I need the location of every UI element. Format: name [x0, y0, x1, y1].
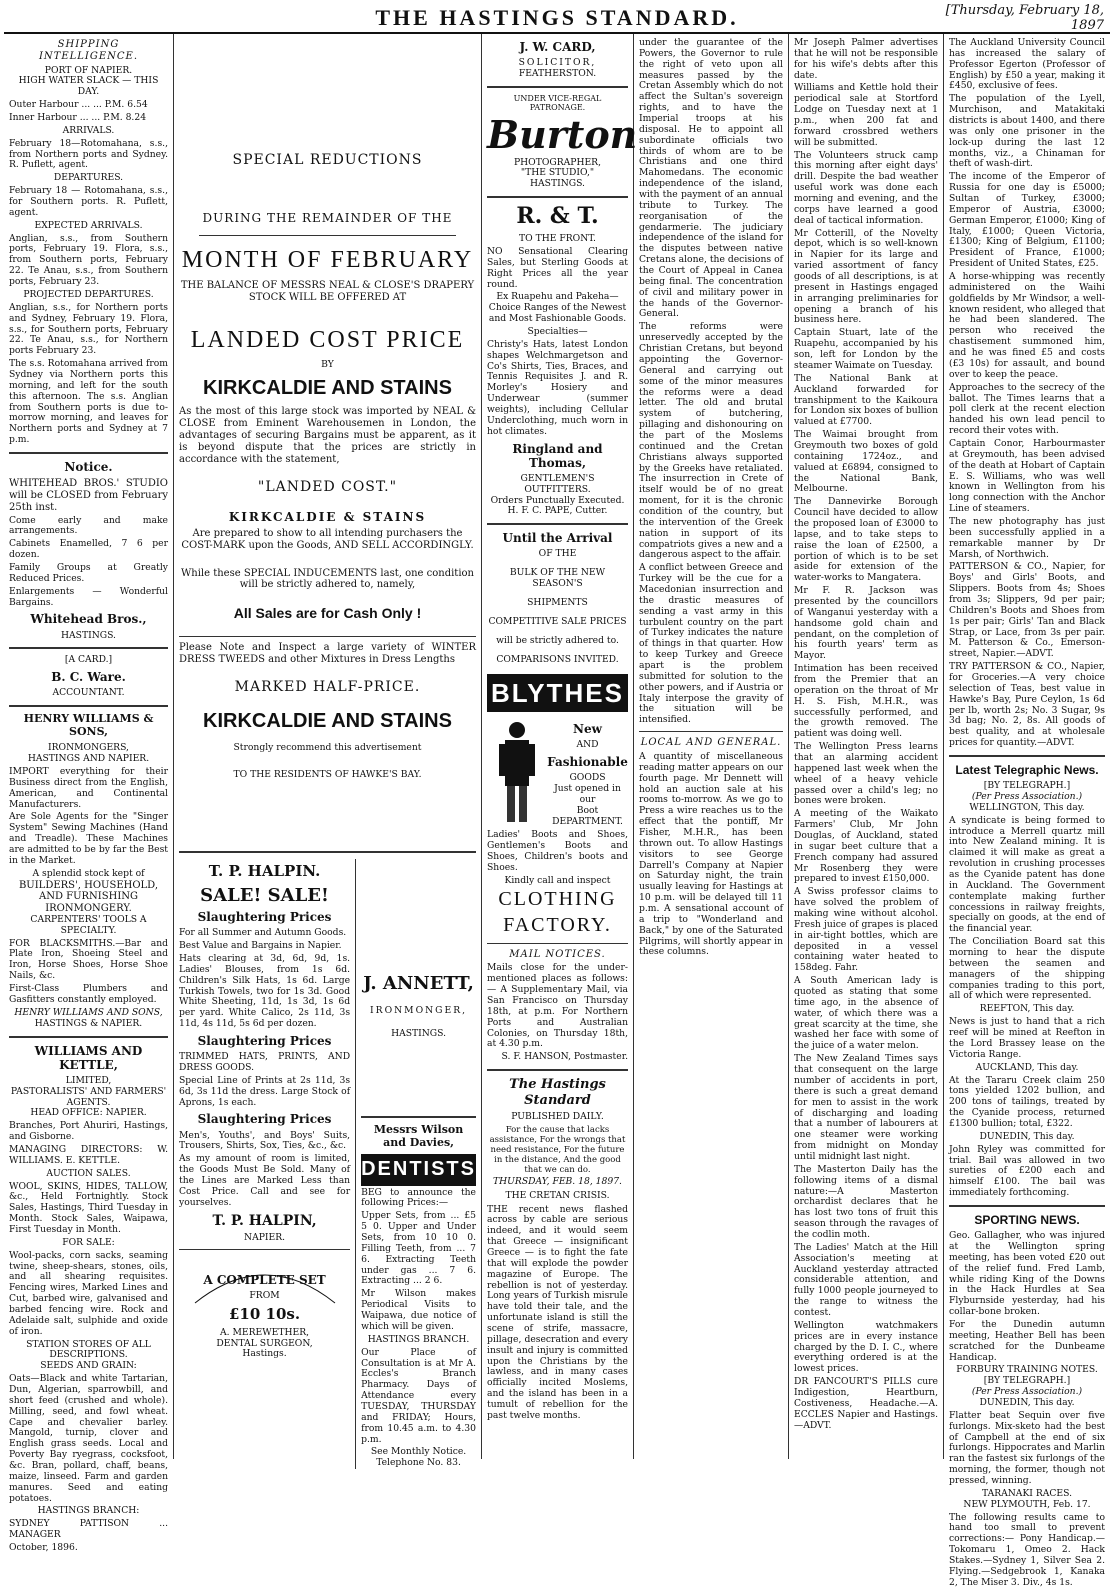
subheading: DEPARTURES. — [53, 172, 124, 184]
ad-sub: ACCOUNTANT. — [52, 687, 125, 699]
subheading: FORBURY TRAINING NOTES. — [956, 1364, 1098, 1376]
burton-logo: Burton — [487, 111, 638, 157]
paragraph: Upper Sets, from ... £5 5 0. Upper and Under Sets, from 10 10 0. Filling Teeth, from ... 7 6. Extracting Teeth under gas ... 7 6. Extracting ... 2 6. — [361, 1210, 476, 1287]
dateline: DUNEDIN, This day. — [979, 1130, 1075, 1142]
paragraph: DR FANCOURT'S PILLS cure Indigestion, Heartburn, Costiveness, Headache.—A. ECCLES Napier and Hastings.—ADVT. — [794, 1376, 938, 1431]
ad-signature: HENRY WILLIAMS AND SONS, — [14, 1006, 163, 1018]
ad-sub: TO THE RESIDENTS OF HAWKE'S BAY. — [233, 769, 422, 781]
paragraph: First-Class Plumbers and Gasfitters constantly employed. — [9, 983, 168, 1005]
ad-heading: Messrs Wilson and Davies, — [373, 1123, 464, 1150]
column-3 — [482, 34, 638, 1459]
blythes-logo: BLYTHES — [487, 674, 628, 713]
ad-town: HASTINGS. — [391, 1028, 447, 1040]
subheading: SEEDS AND GRAIN: — [40, 1360, 137, 1372]
ad-sub: GENTLEMEN'S OUTFITTERS. — [520, 472, 595, 495]
ad-tag: [A CARD.] — [64, 654, 113, 666]
ad-sub: COMPARISONS INVITED. — [496, 653, 619, 665]
paragraph: Captain Stuart, late of the Ruapehu, accompanied by his son, left for London by the steamer Waimate on Tuesday. — [794, 327, 938, 371]
ad-sub: DURING THE REMAINDER OF THE — [202, 210, 453, 225]
paragraph: CARPENTERS' TOOLS A SPECIALTY. — [30, 913, 147, 936]
ad-heading: SALE! SALE! — [200, 884, 329, 906]
ad-sub: DENTAL SURGEON, — [216, 1337, 313, 1349]
ad-heading: Slaughtering Prices — [197, 1033, 332, 1048]
subheading: FOR SALE: — [62, 1236, 115, 1248]
ad-sub: LIMITED, — [65, 1074, 112, 1086]
paragraph: TRIMMED HATS, PRINTS, AND DRESS GOODS. — [179, 1051, 351, 1073]
paragraph: Intimation has been received from the Premier that an operation on the throat of Mr H. S. Fish, M.H.R., was successfully performed, and the growth removed. The patient was doing well. — [794, 663, 938, 740]
ad-heading: KIRKCALDIE AND STAINS — [203, 709, 452, 732]
paragraph: Orders Punctually Executed. — [490, 494, 625, 506]
paragraph: Oats—Black and white Tartarian, Dun, Algerian, sparrowbill, and short feed (crushed and whole). Milling, seed, and fowl wheat. Cape and chevalier barley. Mangold, turnip, clover and English grass seeds. Local and Poverty Bay ryegrass, cocksfoot, &c. Bran, pollard, chaff, beans, maize, linseed. Farm and garden manures. Seed and eating potatoes. — [9, 1373, 168, 1504]
paragraph: TRY PATTERSON & CO., Napier, for Groceries.—A very choice selection of Teas, best value in Hawke's Bay, Pure Ceylon, 1s 6d per lb, worth 2s; No. 3 Sugar, 9s 3d bag; No. 2, 8s. All goods of best quality, and at wholesale prices for quantity.—ADVT. — [949, 661, 1105, 749]
paragraph: October, 1896. — [9, 1542, 78, 1554]
ad-sub: AND — [576, 739, 599, 751]
paragraph: A conflict between Greece and Turkey will be the cue for a Macedonian insurrection and the drastic measures of sending a vast army in this turbulent country on the part of Turkey indicates the nature of things in that quarter. How to keep Turkey and Greece apart is the problem submitted for solution to the other powers, and if Austria or Italy interpose the gravity of the situation will be intensified. — [639, 562, 783, 726]
paragraph: Anglian, s.s., for Northern ports and Sydney, February 19. Flora, s.s., for Southern ports, February 22. Te Anau, s.s., for Northern ports February 23. — [9, 301, 168, 357]
paragraph: A meeting of the Waikato Farmers' Club, Mr John Douglas, of Auckland, stated in sugar beet culture that a French company had assured Mr Rosenberg they were prepared to invest £150,000. — [794, 808, 938, 885]
ad-sub: PUBLISHED DAILY. — [511, 1110, 604, 1122]
paragraph: The Wellington Press learns that an alarming accident happened last week when the wheel of a heavy vehicle passed over a child's leg; no bones were broken. — [794, 741, 938, 807]
paragraph: Branches, Port Ahuriri, Hastings, and Gisborne. — [9, 1120, 168, 1143]
ad-heading: £10 10s. — [229, 1304, 301, 1323]
paragraph: The National Bank at Auckland forwarded for transhipment to the Kaikoura for London six boxes of bullion valued at £7700. — [794, 372, 938, 428]
paragraph: Flatter beat Sequin over five furlongs. Mix-sketo had the best of Campbell at the end of six furlongs. Hippocrates and Marlin ran the fastest six furlongs of the morning, the former, though not pressed, winning. — [949, 1409, 1105, 1487]
highwater-heading: HIGH WATER SLACK — THIS DAY. — [18, 75, 159, 98]
subheading: TARANAKI RACES. — [981, 1487, 1073, 1499]
column-4 — [634, 34, 789, 1459]
paragraph: A splendid stock kept of — [32, 867, 145, 879]
section-heading: MAIL NOTICES. — [509, 948, 606, 960]
paragraph: Mails close for the under-mentioned places as follows:— A Supplementary Mail, via San Francisco on Thursday 18th, at p.m. For Northern Ports and Australian Colonies, on Thursday 18th, at 4.30 p.m. — [487, 962, 628, 1050]
paragraph: For all Summer and Autumn Goods. — [179, 927, 347, 939]
paragraph: Mr Cotterill, of the Novelty depot, which is so well-known in Napier for its large and varied assortment of fancy goods of all descriptions, is at present in Hastings engaged in arranging preliminaries for opening a branch of his business here. — [794, 227, 938, 326]
paragraph: Mr Joseph Palmer advertises that he will not be responsible for his wife's debts after this date. — [794, 37, 938, 81]
paragraph: A syndicate is being formed to introduce a Merrell quartz mill into New Zealand mining. It is claimed it will make as great a revolution in crushing processes as the Cyanide patent has done in Auckland. The Government contemplate making further concessions in railway freights, specially on goods, at the end of the financial year. — [949, 814, 1105, 935]
paragraph: News is just to hand that a rich reef will be mined at Reefton in the Lord Brassey lease on the Victoria Range. — [949, 1016, 1105, 1060]
ad-sub: COMPETITIVE SALE PRICES — [488, 615, 627, 627]
annett-ad — [356, 859, 476, 1469]
ad-heading: J. W. CARD, — [519, 40, 596, 54]
paragraph: As my amount of room is limited, the Goods Must Be Sold. Many of the Lines are Marked Less than Cost Price. Call and see for yourselves. — [179, 1153, 351, 1208]
ad-heading: A COMPLETE SET — [203, 1272, 326, 1287]
paragraph: At the Tararu Creek claim 250 tons yielded 1202 bullion, and 200 tons of tailings, treated by the Cyanide process, returned £1300 bullion; total, £322. — [949, 1074, 1105, 1129]
subheading: ARRIVALS. — [62, 124, 115, 136]
ad-sub: HASTINGS AND NAPIER. — [27, 753, 150, 765]
masthead-date: [Thursday, February 18, 1897 — [945, 3, 1104, 33]
section-heading: SHIPPING INTELLIGENCE. — [38, 39, 139, 62]
paragraph: Men's, Youths', and Boys' Suits, Trousers, Shirts, Sox, Ties, &c., &c. — [179, 1129, 351, 1152]
ad-heading: FACTORY. — [503, 914, 612, 937]
paragraph: The s.s. Rotomahana arrived from Sydney via Northern ports this morning, and left for the south this afternoon. The s.s. Anglian from Southern ports is due to-morrow morning, and leaves for Northern ports and Sydney at 7 p.m. — [9, 358, 168, 446]
subheading: PROJECTED DEPARTURES. — [23, 288, 154, 300]
paragraph: Wool-packs, corn sacks, seaming twine, sheep-shears, stones, oils, and all shearing requisites. Fencing wires, Marked Lines and Cut, barbed wire, galvanised and barbed fencing wire. Rock and Adelaide salt, sulphide and oxide of iron. — [9, 1249, 168, 1337]
paragraph: Are prepared to show to all intending purchasers the COST-MARK upon the Goods, AND SELL ACCORDINGLY. — [181, 528, 474, 551]
ad-heading: New — [573, 722, 602, 737]
paragraph: The Ladies' Match at the Hill Association's meeting at Auckland yesterday attracted considerable attention, and fully 1000 people journeyed to the range to witness the contest. — [794, 1241, 938, 1318]
ad-heading: HENRY WILLIAMS & SONS, — [23, 712, 154, 739]
paragraph: THE BALANCE OF MESSRS NEAL & CLOSE'S DRAPERY STOCK WILL BE OFFERED AT — [180, 279, 475, 303]
ad-sub: MARKED HALF-PRICE. — [234, 679, 421, 696]
tide-line: Inner Harbour ... ... P.M. 8.24 — [9, 112, 147, 124]
paragraph: PATTERSON & CO., Napier, for Boys' and Girls' Boots, and Slippers. Boots from 4s; Shoes from 3s; Slippers, 9d per pair; Children's Boots and Shoes from 1s per pair; Girls' Tan and Black Strap, or Lace, from 3s per pair. M. Patterson & Co., Emerson-street, Napier.—ADVT. — [949, 561, 1105, 660]
subheading: HASTINGS BRANCH: — [37, 1505, 140, 1517]
paragraph: Come early and make arrangements. — [9, 514, 168, 537]
ad-sub: GOODS — [569, 772, 606, 784]
dentists-banner: DENTISTS — [361, 1154, 476, 1186]
subheading: HASTINGS BRANCH. — [367, 1333, 470, 1345]
paragraph: A Swiss professor claims to have solved the problem of making wine without alcohol. Fresh juice of grapes is placed in air-tight bottles, which are deposited in a vessel containing water heated to 158deg. Fahr. — [794, 886, 938, 974]
paragraph: Enlargements — Wonderful Bargains. — [9, 585, 168, 608]
ad-heading: Slaughtering Prices — [197, 910, 332, 925]
paragraph: A horse-whipping was recently administered on the Waihi goldfields by Mr Windsor, a well-known resident, who alleged that he had been slandered. The person who received the chastisement summoned him, and he was fined £5 and costs (£3 10s) for assault, and bound over to keep the peace. — [949, 271, 1105, 380]
paragraph: BUILDERS', HOUSEHOLD, AND FURNISHING IRONMONGERY. — [18, 879, 159, 915]
ad-tag: UNDER VICE-REGAL PATRONAGE. — [513, 93, 602, 113]
column-2 — [174, 34, 482, 1469]
paragraph: Wellington watchmakers prices are in every instance charged by the D. I. C., where everything ordered is at the lowest prices. — [794, 1319, 938, 1375]
paragraph: Christy's Hats, latest London shapes Welchmargetson and Co's Shirts, Ties, Braces, and Tennis Requisites J. and R. Morley's Hosiery and Underwear (summer weights), including Cellular Underclothing, much worn in hot climates. — [487, 338, 628, 437]
ad-sub: Boot DEPARTMENT. — [552, 804, 623, 827]
paragraph: As the most of this large stock was imported by NEAL & CLOSE from Eminent Warehousemen in London, the advantages of securing Bargains must be apparent, as it is beyond dispute that the prices are strictly in accordance with the statement, — [179, 406, 476, 465]
paragraph: Special Line of Prints at 2s 11d, 3s 6d, 3s 11d the dress. Large Stock of Aprons, 1s each. — [179, 1074, 351, 1108]
ad-sub: Strongly recommend this advertisement — [233, 742, 422, 754]
ad-sub: SOLICITOR, — [518, 57, 597, 69]
ad-town: Hastings. — [242, 1348, 287, 1360]
ad-heading: Until the Arrival — [502, 531, 613, 546]
port-heading: PORT OF NAPIER. — [44, 64, 133, 76]
section-heading: Latest Telegraphic News. — [955, 763, 1099, 777]
subheading: (Per Press Association.) — [971, 1386, 1083, 1398]
paragraph: MANAGING DIRECTORS: W. WILLIAMS. E. KETTLE. — [9, 1143, 168, 1166]
paragraph: The new photography has just been successfully applied in a remarkable manner by Dr Marsh, of Northwich. — [949, 515, 1105, 560]
paragraph: NO Sensational Clearing Sales, but Sterling Goods at Right Prices all the year round. — [487, 245, 628, 290]
paragraph: The New Zealand Times says that consequent on the large number of accidents in port, there is such a great demand for men to assist in the work of discharging and loading that a number of labourers at one steamer were working from midnight on Monday until midnight last night. — [794, 1053, 938, 1162]
masthead-title: THE HASTINGS STANDARD. — [375, 5, 739, 30]
newspaper-title: The Hastings Standard — [509, 1077, 606, 1108]
paragraph: THE recent news flashed across by cable are serious indeed, and it would seem that Greece — insignificant Greece — is to fight the fate that will explode the powder magazine of Europe. The rebellion is not of yesterday. Long years of Turkish misrule have told their tale, and the unfortunate island is still the scene of strife, massacre, pillage, desecration and every insult and injury is committed upon the Christians by the lawless, and in many cases officially incited Moslems, and the island has been in a tumult of rebellion for the past twelve months. — [487, 1203, 628, 1421]
paragraph: While these SPECIAL INDUCEMENTS last, one condition will be strictly adhered to, namely, — [181, 567, 474, 591]
paragraph: The population of the Lyell, Murchison, and Matakitaki districts is about 1400, and there was only one prisoner in the lock-up during the last 12 months, viz., a Chinaman for theft of wash-dirt. — [949, 93, 1105, 170]
paragraph: S. F. HANSON, Postmaster. — [501, 1051, 628, 1063]
ad-heading: B. C. Ware. — [51, 670, 126, 685]
paragraph: Cabinets Enamelled, 7 6 per dozen. — [9, 538, 168, 561]
paragraph: See Monthly Notice. — [370, 1446, 467, 1458]
paragraph: A quantity of miscellaneous reading matter appears on our fourth page. Mr Dennett will hold an auction sale at his rooms to-morrow. As we go to Press a wire reaches us to the effect that the pontiff, Mr Fisher, M.H.R., has been thrown out. To allow Hastings visitors to see George Darrell's Company at Napier on Saturday night, the train usually leaving for Hastings at 10 p.m. will be delayed till 11 p.m. A sensational account of a trip to "Wonderland and Back," by one of the Saturated Pilgrims, will shortly appear in these columns. — [639, 750, 783, 958]
ad-sub: IRONMONGERS, — [48, 742, 129, 754]
ad-signature: Whitehead Bros., — [30, 612, 147, 627]
paragraph: BEG to announce the following Prices:— — [361, 1186, 476, 1209]
motto: For the cause that lacks assistance, For the wrongs that need resistance, For the future in the distance, And the good that we can do. — [489, 1124, 626, 1175]
section-heading: THE CRETAN CRISIS. — [505, 1189, 610, 1201]
paragraph: For the Dunedin autumn meeting, Heather Bell has been scratched for the Dunbeame Handicap. — [949, 1318, 1105, 1363]
ad-sub: OF THE — [538, 548, 577, 560]
ad-heading: J. ANNETT, — [363, 973, 474, 995]
paragraph: Please Note and Inspect a large variety of WINTER DRESS TWEEDS and other Mixtures in Dress Lengths — [179, 641, 476, 665]
paragraph: Anglian, s.s., from Southern ports, February 19. Flora, s.s., from Southern ports, February 22. Te Anau, s.s., from Southern ports, February 23. — [9, 232, 168, 288]
ad-town: HASTINGS. — [61, 629, 116, 641]
paragraph: Ladies' Boots and Shoes, Gentlemen's Boots and Shoes, Children's boots and Shoes. — [487, 829, 628, 873]
paragraph: IMPORT everything for their Business direct from the English, American, and Continental Manufacturers. — [9, 765, 168, 810]
paragraph: under the guarantee of the Powers, the Governor to rule the right of veto upon all measures passed by the Cretan Assembly which do not affect the Sultan's sovereign rights, and to have the Imperial troops at his disposal. He to appoint all subordinate officials two thirds of whom are to be Christians and one third Mahomedans. The economic independence of the island, with the payment of an annual tribute to Turkey. The reorganisation of the gendarmerie. The judiciary independence of the island for the disputes between native Cretans alone, the decisions of the Court of Appeal in Canea being final. The concentration of civil and military power in the hands of the Governor-General. — [639, 37, 783, 320]
paragraph: Family Groups at Greatly Reduced Prices. — [9, 561, 168, 584]
ad-sub: "LANDED COST." — [257, 479, 398, 496]
paragraph: Captain Conor, Harbourmaster at Greymouth, has been advised of the death at Hobart of Captain E. S. Williams, who was well known in Wellington from his long connection with the Anchor Line of steamers. — [949, 437, 1105, 515]
ad-sub: SHIPMENTS — [527, 597, 588, 609]
paragraph: The Conciliation Board sat this morning to hear the dispute between the seamen and managers of the shipping companies trading to this port, all of which were represented. — [949, 936, 1105, 1002]
paragraph: FOR BLACKSMITHS.—Bar and Plate Iron, Shoeing Steel and Iron, Horse Shoes, Horse Shoe Nails, &c. — [9, 937, 168, 982]
paragraph: The Volunteers struck camp this morning after eight days' drill. Despite the bad weather useful work was done each morning and evening, and the corps have learned a good deal of tactical information. — [794, 149, 938, 226]
ad-sub: BULK OF THE NEW SEASON'S — [509, 567, 606, 590]
paragraph: Ex Ruapehu and Pakeha— Choice Ranges of the Newest and Most Fashionable Goods. — [488, 291, 627, 325]
ad-heading: All Sales are for Cash Only ! — [233, 605, 422, 622]
paragraph: The following results came to hand too small to prevent corrections:— Pony Handicap.—Tokomaru 1, Omeo 2. Hack Stakes.—Sydney 1, Silver Sea 2. Flying.—Sedgebrook 1, Kanaka 2, The Miser 3. Div., 4s 1s. — [949, 1511, 1105, 1588]
ad-heading: SPECIAL REDUCTIONS — [232, 152, 423, 168]
paragraph: The Dannevirke Borough Council have decided to allow the proposed loan of £3000 to lapse, and to take steps to raise the loan of £2500, a portion of which is to be set aside for extension of the water-works to Mangatera. — [794, 496, 938, 584]
ad-sub: Kindly call and inspect — [504, 874, 611, 886]
ad-heading: CLOTHING — [498, 888, 617, 911]
section-heading: SPORTING NEWS. — [974, 1212, 1080, 1227]
paragraph: The reforms were unreservedly accepted by the Christian Cretans, but beyond appointing the Governor-General and carrying out some of the minor measures the reforms were a dead letter. The old and brutal system of butchering, pillaging and dishonouring on the part of the Moslems continued and the Cretan Christians always supported by the Greeks have retaliated. The insurrection in Crete of itself would be of no great moment, for it is the chronic condition of the country, but the intervention of the Greek nation in support of its compatriots gives a new and a dangerous aspect to the affair. — [639, 321, 783, 561]
ad-heading: KIRKCALDIE & STAINS — [228, 509, 427, 524]
paragraph: Are Sole Agents for the "Singer System" Sewing Machines (Hand and Treadle). These Machines are admitted to be by far the Best in the Market. — [9, 811, 168, 866]
paragraph: February 18 — Rotomahana, s.s., for Southern ports. R. Puflett, agent. — [9, 185, 168, 218]
paragraph: Telephone No. 83. — [376, 1457, 461, 1469]
ad-heading: Slaughtering Prices — [197, 1112, 332, 1127]
ad-sub: "THE STUDIO," — [520, 167, 595, 179]
paragraph: The Auckland University Council has increased the salary of Professor Egerton (Professor of English) by £50 a year, making it £450, exclusive of fees. — [949, 37, 1105, 92]
ad-sub: HEAD OFFICE: NAPIER. — [30, 1107, 147, 1119]
ad-heading: LANDED COST PRICE — [190, 326, 465, 353]
dateline: REEFTON, This day. — [979, 1003, 1075, 1015]
ad-sub: BY — [321, 358, 334, 370]
ad-heading: Fashionable — [547, 755, 628, 770]
subheading: [BY TELEGRAPH.] — [983, 1375, 1071, 1387]
paragraph: WHITEHEAD BROS.' STUDIO will be CLOSED from February 25th inst. — [9, 478, 168, 513]
paragraph: Hats clearing at 3d, 6d, 9d, 1s. Ladies' Blouses, from 1s 6d. Children's Silk Hats, 1s 6d. Large Turkish Towels, two for 1s 3d. Good White Sheeting, 11d, 1s 3d, 1s 6d per yard. White Calico, 2s 11d, 3s 11d, 4s 11d, 5s 6d per dozen. — [179, 952, 351, 1030]
ad-town: HASTINGS. — [530, 178, 585, 190]
ad-heading: T. P. HALPIN. — [208, 862, 321, 881]
ad-heading: Notice. — [64, 459, 113, 474]
ad-sub: PHOTOGRAPHER, — [513, 156, 602, 168]
ad-signature: A. MEREWETHER, — [220, 1326, 310, 1338]
paragraph: Williams and Kettle hold their periodical sale at Stortford Lodge on Tuesday next at 1 p.m., when 200 fat and forward crossbred wethers will be submitted. — [794, 82, 938, 148]
ad-sub: will be strictly adhered to. — [496, 634, 619, 646]
ad-town: FEATHERSTON. — [518, 68, 597, 80]
paragraph: Our Place of Consultation is at Mr A. Eccles's Branch Pharmacy. Days of Attendance every TUESDAY, THURSDAY and FRIDAY; Hours, from 10.45 a.m. to 4.30 p.m. — [361, 1346, 476, 1445]
paragraph: Best Value and Bargains in Napier. — [179, 940, 342, 952]
paragraph: Mr Wilson makes Periodical Visits to Waipawa, due notice of which will be given. — [361, 1288, 476, 1332]
ad-heading: WILLIAMS AND KETTLE, — [34, 1043, 143, 1072]
tide-line: Outer Harbour ... ... P.M. 6.54 — [9, 99, 148, 111]
paragraph: Geo. Gallagher, who was injured at the Wellington spring meeting, has been voted £20 out of the relief fund. Fred Lamb, while riding King of the Downs in the Hack Hurdles at Sea Flyburnside yesterday, had his collar-bone broken. — [949, 1230, 1105, 1318]
column-5 — [789, 34, 944, 1459]
paragraph: WOOL, SKINS, HIDES, TALLOW, &c., Held Fortnightly. Stock Sales, Hastings, Third Tuesday in Month. Stock Sales, Waipawa, First Tuesday in Month. — [9, 1180, 168, 1235]
ad-sub: PASTORALISTS' AND FARMERS' AGENTS. — [10, 1085, 167, 1108]
paragraph: John Ryley was committed for trial. Bail was allowed in two sureties of £200 each and himself £100. The bail was immediately forthcoming. — [949, 1143, 1105, 1199]
dateline: WELLINGTON, This day. — [969, 801, 1085, 813]
paragraph: February 18—Rotomahana, s.s., from Northern ports and Sydney. R. Puflett, agent. — [9, 137, 168, 171]
ad-sub: TO THE FRONT. — [519, 233, 596, 245]
subheading: AUCTION SALES. — [46, 1167, 131, 1179]
column-1 — [4, 34, 174, 1554]
ad-heading: KIRKCALDIE AND STAINS — [203, 376, 452, 399]
dateline: AUCKLAND, This day. — [975, 1061, 1079, 1073]
subheading: [BY TELEGRAPH.] — [983, 780, 1071, 792]
paragraph: Mr F. R. Jackson was presented by the councillors of Wanganui yesterday with a handsome gold chain and pendant, on the completion of his fourth years' term as Mayor. — [794, 585, 938, 662]
masthead — [4, 4, 1110, 34]
ad-heading: Ringland and Thomas, — [512, 441, 603, 470]
ad-heading: MONTH OF FEBRUARY — [181, 246, 474, 273]
paragraph: The Waimai brought from Greymouth two boxes of gold containing 1724oz., and valued at £6894, consigned to the National Bank, Melbourne. — [794, 429, 938, 495]
ad-town: NAPIER. — [244, 1232, 286, 1244]
paragraph: H. F. C. PAPE, Cutter. — [507, 505, 608, 517]
gentleman-figure-icon — [487, 718, 547, 828]
ad-sub: FROM — [249, 1290, 280, 1302]
column-6 — [944, 34, 1110, 1588]
subheading: Specialties— — [527, 325, 588, 337]
subheading: STATION STORES OF ALL DESCRIPTIONS. — [26, 1338, 151, 1361]
paragraph: SYDNEY PATTISON ... MANAGER — [9, 1518, 168, 1541]
ad-sub: Just opened in our — [554, 783, 621, 806]
ad-signature: T. P. HALPIN, — [212, 1212, 317, 1229]
halpin-ad — [179, 859, 356, 1469]
issue-date: THURSDAY, FEB. 18, 1897. — [493, 1175, 622, 1187]
dateline: DUNEDIN, This day. — [979, 1397, 1075, 1408]
subheading: EXPECTED ARRIVALS. — [34, 219, 143, 231]
ad-signature: HASTINGS & NAPIER. — [34, 1017, 143, 1029]
section-heading: LOCAL AND GENERAL. — [640, 737, 782, 749]
subheading: (Per Press Association.) — [971, 791, 1083, 803]
paragraph: The income of the Emperor of Russia for one day is £5000; Sultan of Turkey, £3000; Emperor of Austria, £3000; German Emperor, £1000; King of Italy, £1000; Queen Victoria, £1300; King of Belgium, £1100; President of France, £1000; President of United States, £25. — [949, 171, 1105, 270]
ad-sub: IRONMONGER, — [370, 1005, 468, 1017]
ad-heading: R. & T. — [516, 203, 599, 230]
paragraph: A South American lady is quoted as stating that some time ago, in the absence of water, of which there was a great scarcity at the time, she washed her face with some of the juice of a water melon. — [794, 975, 938, 1052]
paragraph: Approaches to the secrecy of the ballot. The Times learns that a poll clerk at the recent election handed his own lead pencil to record their votes with. — [949, 381, 1105, 437]
dateline: NEW PLYMOUTH, Feb. 17. — [963, 1498, 1091, 1510]
paragraph: The Masterton Daily has the following items of a dismal nature:—A Masterton orchardist declares that he has lost two tons of fruit this season through the ravages of the codlin moth. — [794, 1163, 938, 1240]
